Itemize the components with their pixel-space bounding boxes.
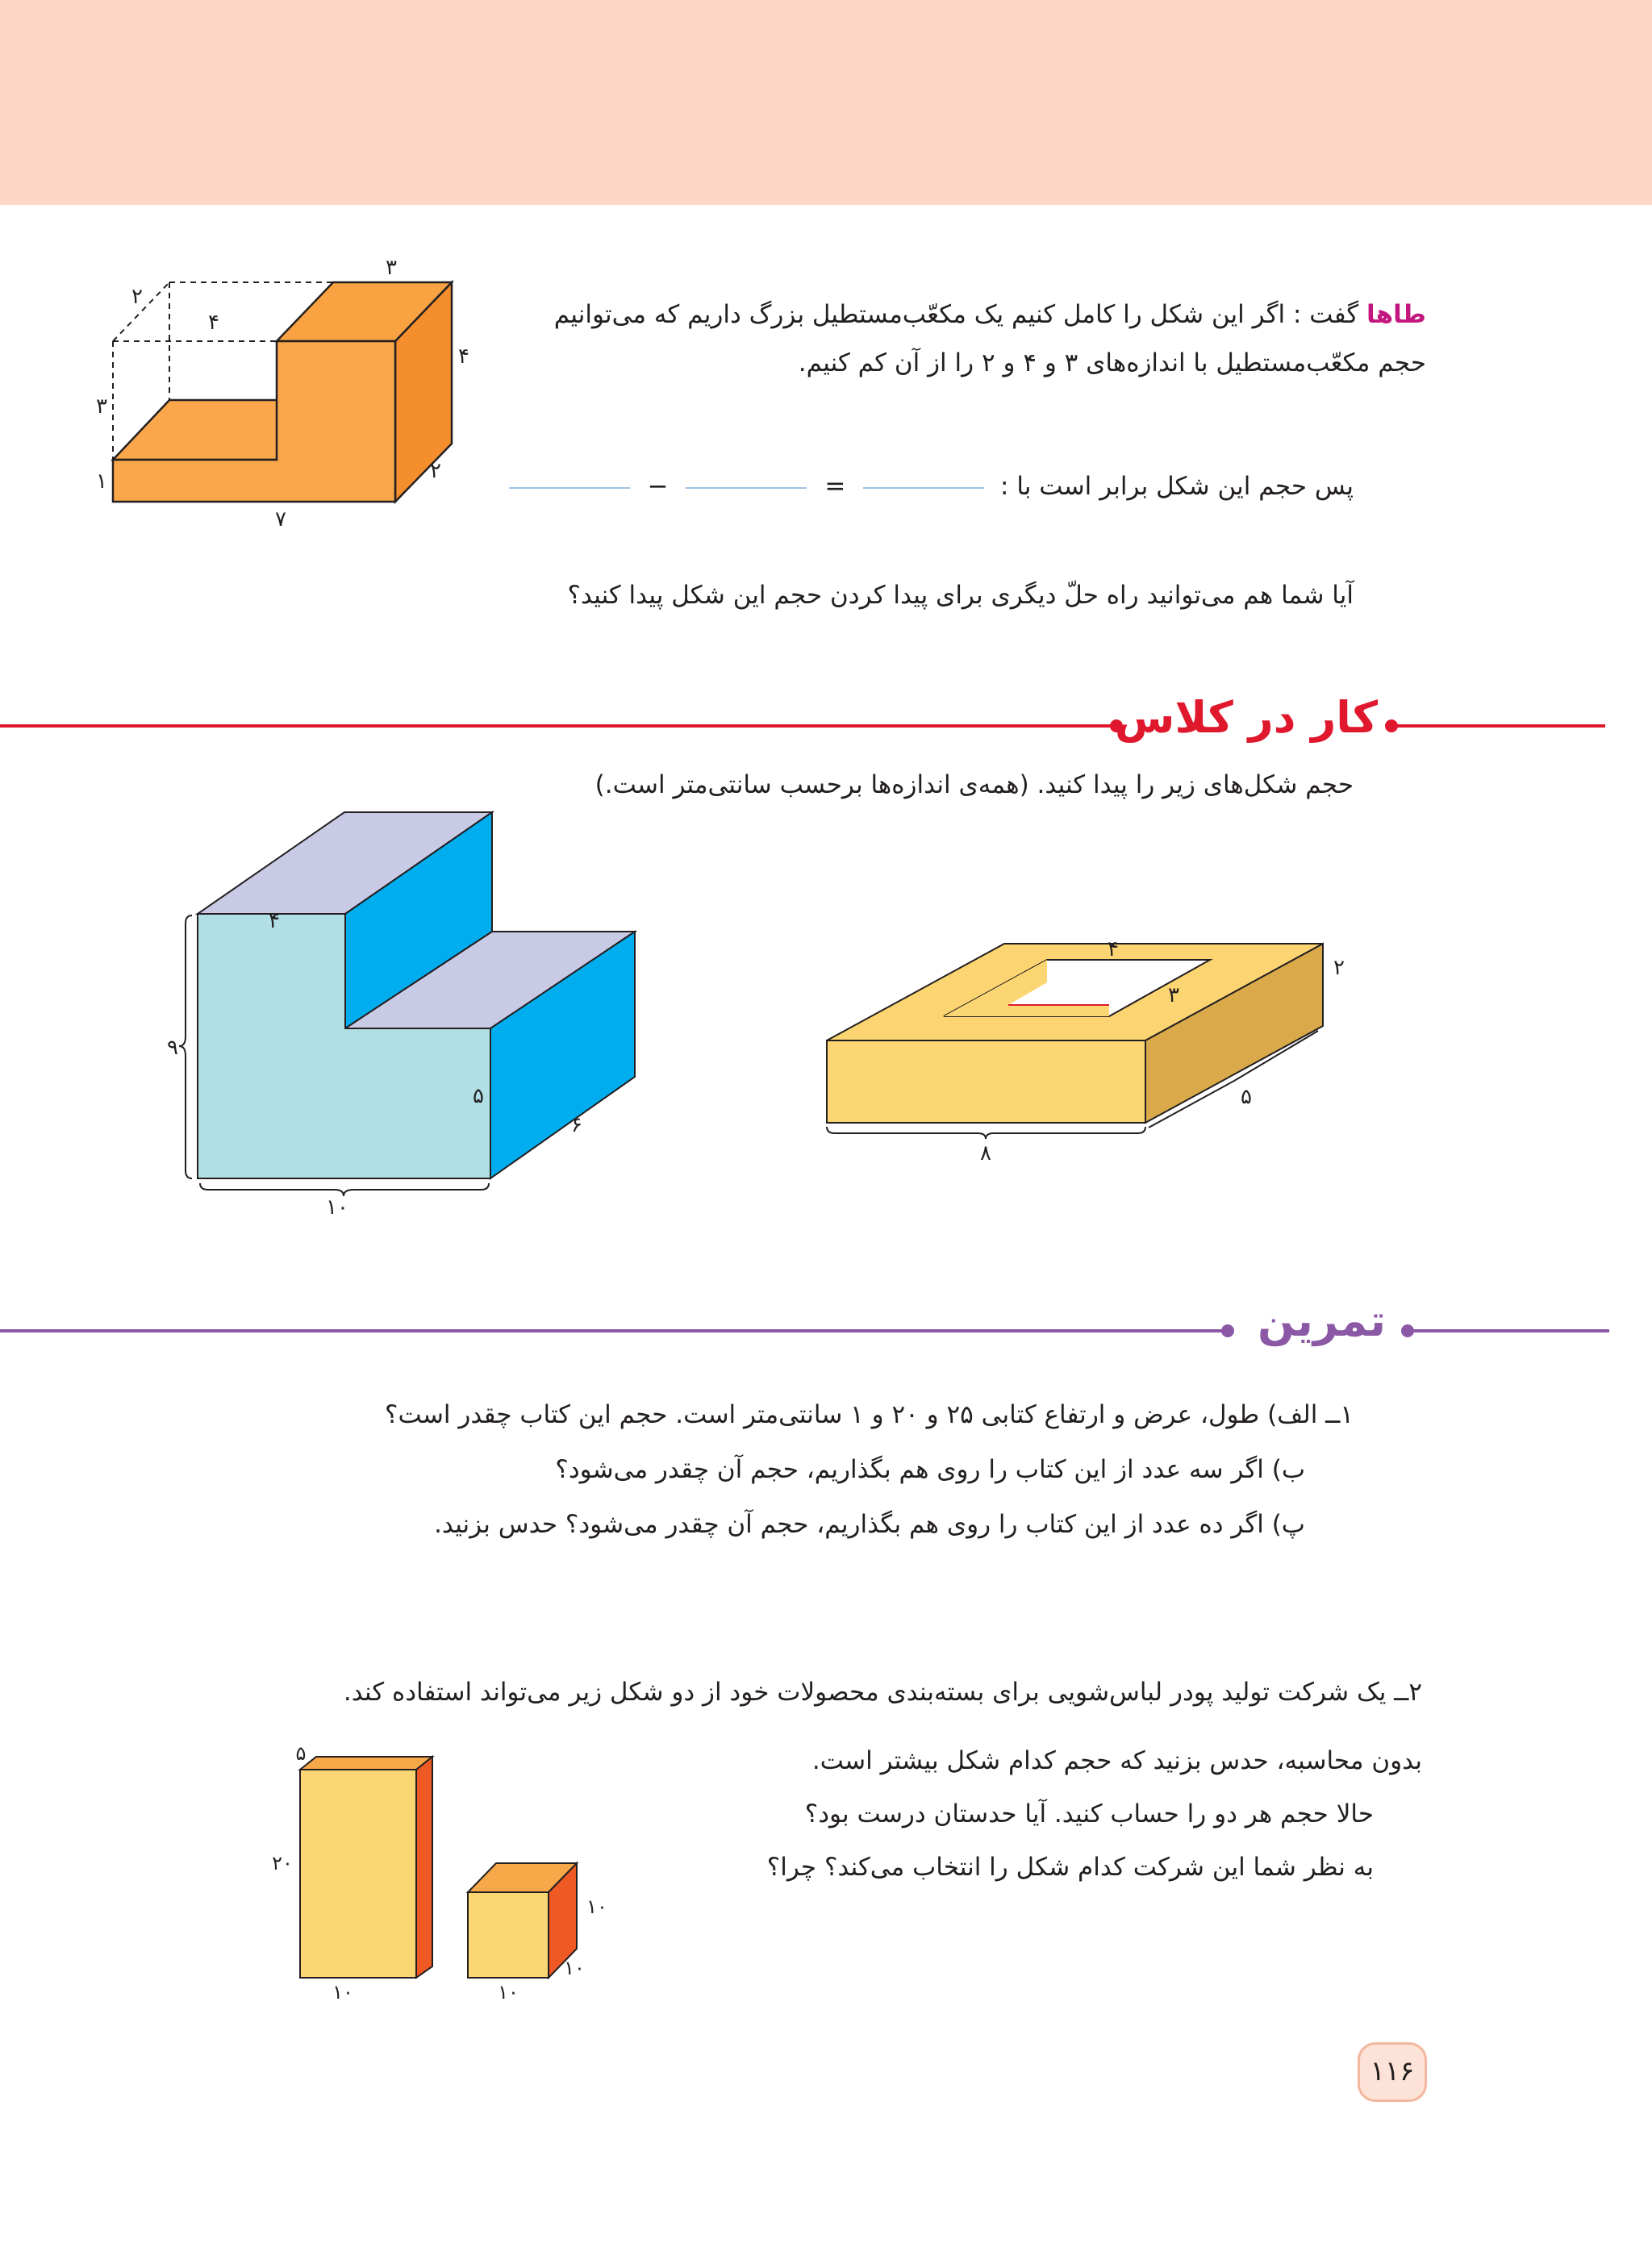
classwork-instruction: حجم شکل‌های زیر را پیدا کنید. (همه‌ی اندازه‌ها برحسب سانتی‌متر است.): [594, 770, 1354, 799]
exercise-title: تمرین: [1258, 1295, 1386, 1346]
frame-width-brace: [827, 1127, 1145, 1139]
frame-front-face: [827, 1040, 1145, 1123]
exercise-rule: [0, 1315, 1652, 1347]
minus-sign: −: [647, 472, 669, 501]
cube-label-depth: ۱۰: [564, 1957, 585, 1979]
exercise-1: [385, 1387, 1354, 1552]
height-brace: [179, 915, 192, 1178]
label-depth-2: ۲: [430, 459, 441, 483]
label-left-3: ۳: [96, 394, 107, 419]
frame-label-5: ۵: [1241, 1085, 1252, 1109]
frame-label-2: ۲: [1333, 956, 1345, 980]
step-label-10: ۱۰: [326, 1195, 348, 1220]
tall-box-front: [300, 1770, 416, 1978]
header-band: [0, 0, 1652, 205]
exercise-1-a: ۱ــ الف) طول، عرض و ارتفاع کتابی ۲۵ و ۲۰ و ۱ سانتی‌متر است. حجم این کتاب چقدر است؟: [385, 1400, 1354, 1429]
frame-label-3: ۳: [1168, 983, 1179, 1007]
tall-box-label-10: ۱۰: [332, 1981, 353, 2004]
exercise-2-line2: بدون محاسبه، حدس بزنید که حجم کدام شکل بیشتر است.: [811, 1746, 1422, 1775]
frame-label-8: ۸: [980, 1141, 991, 1161]
classwork-rule: [0, 710, 1652, 742]
label-dash-2: ۲: [131, 285, 143, 309]
l-shape-figure: [73, 242, 524, 540]
label-top-3: ۳: [386, 256, 397, 280]
step-label-4: ۴: [269, 909, 280, 933]
volume-label: پس حجم این شکل برابر است با :: [1000, 472, 1354, 501]
cube-front: [468, 1892, 549, 1978]
blank-answer-1[interactable]: [863, 487, 984, 489]
blank-answer-3[interactable]: [509, 487, 630, 489]
alternative-question: آیا شما هم می‌توانید راه حلّ دیگری برای پیدا کردن حجم این شکل پیدا کنید؟: [567, 581, 1354, 610]
exercise-2-line3: حالا حجم هر دو را حساب کنید. آیا حدستان درست بود؟: [804, 1799, 1374, 1829]
tall-box-label-5: ۵: [295, 1742, 307, 1765]
equals-sign: =: [824, 472, 846, 501]
classwork-title: کار در کلاس: [1114, 692, 1378, 743]
student-name: طاها: [1366, 300, 1426, 329]
label-right-4: ۴: [458, 344, 469, 369]
step-label-5: ۵: [473, 1084, 484, 1108]
exercise-2-line4: به نظر شما این شرکت کدام شکل را انتخاب می‌کند؟ چرا؟: [766, 1853, 1374, 1882]
frame-figure: [807, 928, 1387, 1161]
label-left-1: ۱: [96, 469, 107, 494]
step-label-6: ۶: [571, 1113, 582, 1137]
cube-label-width: ۱۰: [498, 1981, 519, 2004]
label-dash-4: ۴: [208, 311, 219, 335]
intro-line1: گفت : اگر این شکل را کامل کنیم یک مکعّب‌مستطیل بزرگ داریم که می‌توانیم: [553, 300, 1359, 329]
tall-box-label-20: ۲۰: [272, 1852, 293, 1874]
intro-line2: حجم مکعّب‌مستطیل با اندازه‌های ۳ و ۴ و ۲ را از آن کم کنیم.: [798, 348, 1426, 377]
page-number: ۱۱۶: [1358, 2042, 1427, 2102]
width-brace: [200, 1183, 489, 1196]
step-figure: [161, 803, 661, 1222]
tall-box-side: [416, 1757, 432, 1978]
step-label-9: ۹: [167, 1036, 178, 1060]
tall-box-top: [300, 1757, 432, 1770]
exercise-1-c: پ) اگر ده عدد از این کتاب را روی هم بگذاریم، حجم آن چقدر می‌شود؟ حدس بزنید.: [434, 1510, 1305, 1539]
exercise-2-line1: ۲ــ یک شرکت تولید پودر لباس‌شویی برای بسته‌بندی محصولات خود از دو شکل زیر می‌تواند استفاده کند.: [343, 1678, 1422, 1707]
label-bottom-7: ۷: [275, 507, 286, 532]
volume-equation: [501, 472, 1354, 501]
frame-label-4: ۴: [1108, 937, 1119, 961]
packages-figure: [266, 1742, 637, 2008]
blank-answer-2[interactable]: [686, 487, 807, 489]
intro-paragraph: [554, 290, 1426, 387]
exercise-2-body: [767, 1734, 1422, 1894]
cube-label-height: ۱۰: [586, 1895, 607, 1918]
exercise-1-b: ب) اگر سه عدد از این کتاب را روی هم بگذاریم، حجم آن چقدر می‌شود؟: [555, 1455, 1305, 1484]
